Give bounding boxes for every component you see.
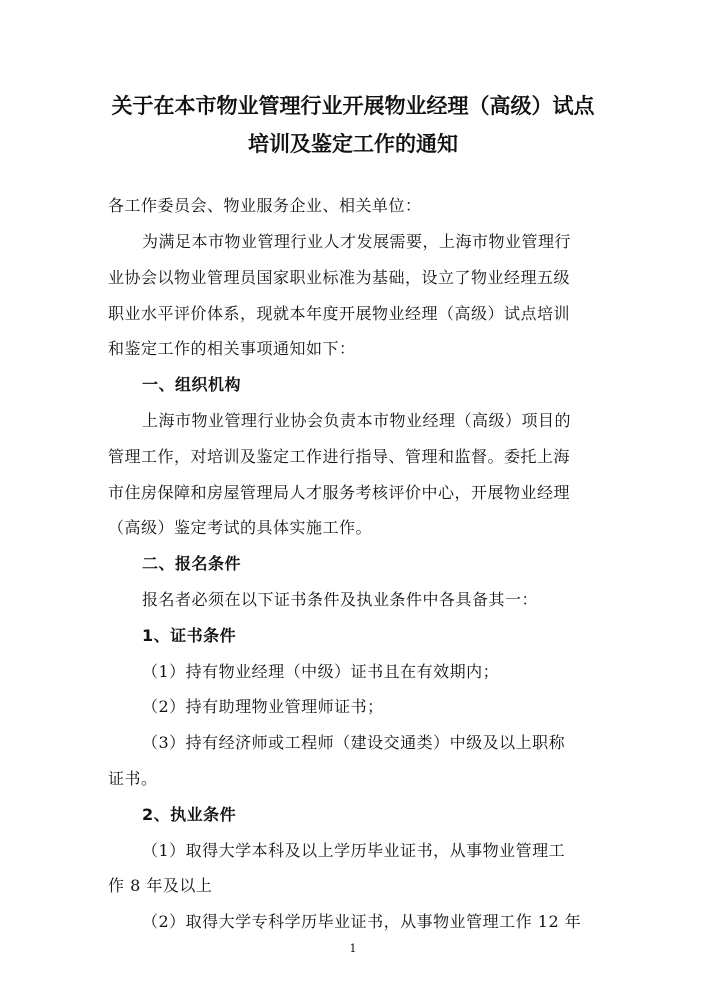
section1-line-3: 市住房保障和房屋管理局人才服务考核评价中心，开展物业经理 <box>108 483 571 502</box>
salutation: 各工作委员会、物业服务企业、相关单位： <box>108 196 422 215</box>
certificate-condition-3-cont: 证书。 <box>108 769 158 788</box>
certificate-condition-2: （2）持有助理物业管理师证书； <box>142 697 384 716</box>
practice-condition-1-cont: 作 8 年及以上 <box>108 876 213 895</box>
intro-line-4: 和鉴定工作的相关事项通知如下： <box>108 339 356 358</box>
section1-line-2: 管理工作，对培训及鉴定工作进行指导、管理和监督。委托上海 <box>108 447 571 466</box>
practice-condition-1: （1）取得大学本科及以上学历毕业证书，从事物业管理工 <box>142 841 566 860</box>
certificate-condition-1: （1）持有物业经理（中级）证书且在有效期内； <box>142 662 500 681</box>
certificate-conditions-heading: 1、证书条件 <box>142 626 237 645</box>
section2-heading: 二、报名条件 <box>142 554 242 573</box>
intro-line-2: 业协会以物业管理员国家职业标准为基础，设立了物业经理五级 <box>108 268 571 287</box>
document-title-line-2: 培训及鉴定工作的通知 <box>248 132 458 156</box>
document-title-line-1: 关于在本市物业管理行业开展物业经理（高级）试点 <box>111 94 595 118</box>
page-number: 1 <box>349 942 357 955</box>
section1-line-4: （高级）鉴定考试的具体实施工作。 <box>108 518 373 537</box>
practice-condition-2: （2）取得大学专科学历毕业证书，从事物业管理工作 12 年 <box>142 912 582 931</box>
certificate-condition-3: （3）持有经济师或工程师（建设交通类）中级及以上职称 <box>142 733 566 752</box>
section1-heading: 一、组织机构 <box>142 375 242 394</box>
section1-line-1: 上海市物业管理行业协会负责本市物业经理（高级）项目的 <box>142 411 572 430</box>
practice-conditions-heading: 2、执业条件 <box>142 805 237 824</box>
intro-line-1: 为满足本市物业管理行业人才发展需要，上海市物业管理行 <box>142 232 572 251</box>
section2-intro: 报名者必须在以下证书条件及执业条件中各具备其一： <box>142 590 539 609</box>
intro-line-3: 职业水平评价体系，现就本年度开展物业经理（高级）试点培训 <box>108 304 571 323</box>
